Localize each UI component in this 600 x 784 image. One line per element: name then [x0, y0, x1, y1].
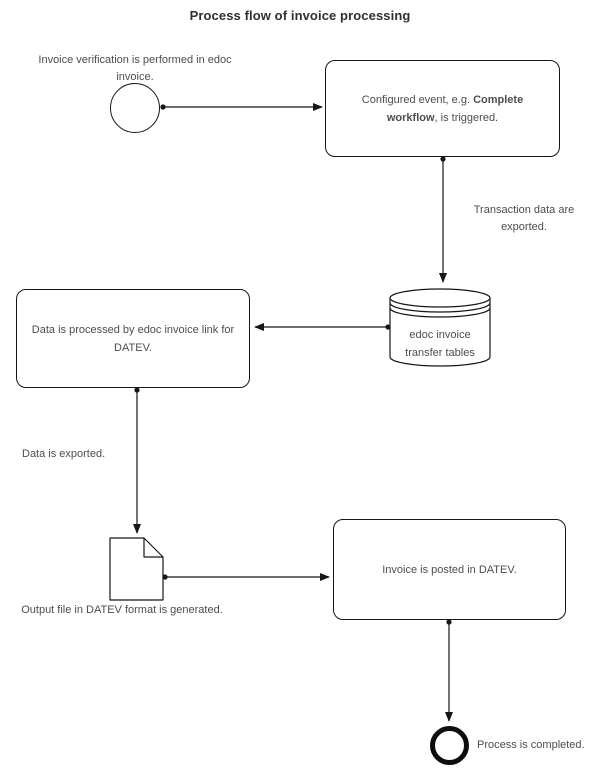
start-event-label: Invoice verification is performed in edoc invoice. [38, 54, 232, 83]
start-event-circle [110, 83, 160, 133]
edge-label-data-export: Data is exported. [22, 448, 106, 460]
edge-label-transaction-export: Transaction data are exported. [473, 204, 575, 233]
task-configured-event-label: Configured event, e.g. Complete workflow, is triggered. [361, 93, 524, 124]
task-process-data-label: Data is processed by edoc invoice link for DATEV. [31, 323, 235, 354]
task-post-invoice [333, 519, 566, 620]
bold-complete-workflow: Complete workflow [386, 93, 524, 124]
task-configured-event [325, 60, 560, 157]
task-post-invoice-label: Invoice is posted in DATEV. [382, 563, 517, 576]
document-icon [110, 538, 163, 600]
output-file-label: Output file in DATEV format is generated. [21, 604, 223, 616]
task-process-data [16, 289, 250, 388]
transfer-tables-label: edoc invoice transfer tables [405, 329, 475, 359]
end-event-label: Process is completed. [477, 739, 585, 751]
end-event-circle [430, 726, 469, 765]
diagram-title: Process flow of invoice processing [189, 8, 411, 23]
